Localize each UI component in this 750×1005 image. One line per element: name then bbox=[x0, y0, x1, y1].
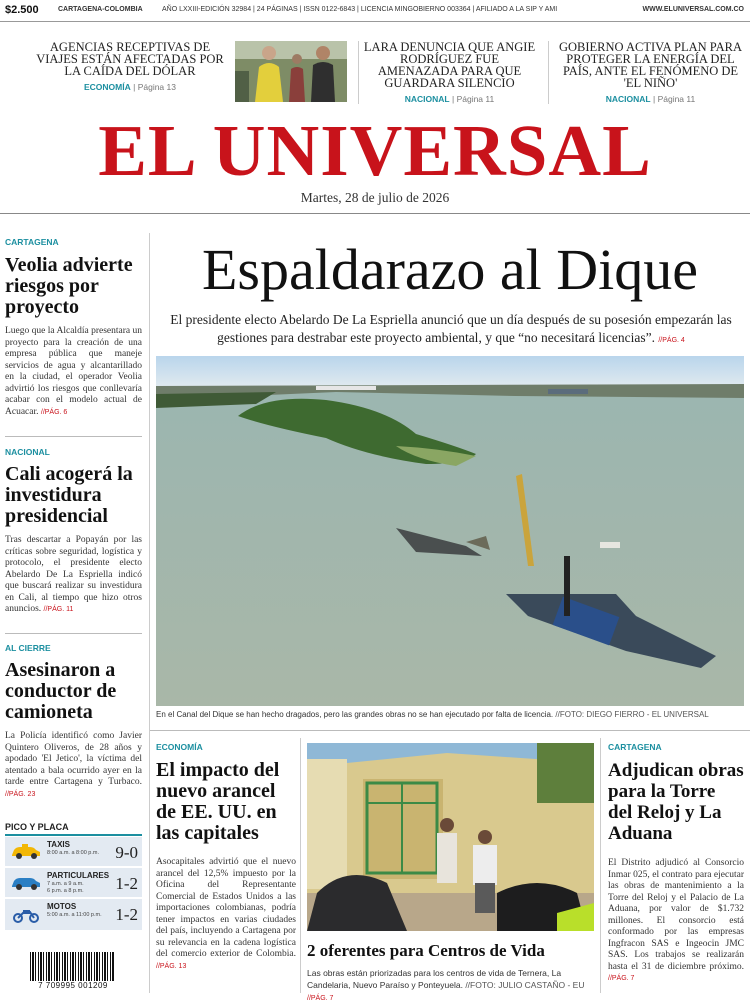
centros-body: Las obras están priorizadas para los centros de vida de Ternera, La Candelaria, Nuevo Paraíso y Ponteyuela. //FOTO: JULIO CASTAÑO - EU //PÁG. 7 bbox=[307, 968, 585, 1002]
teaser-gobierno[interactable] bbox=[548, 41, 746, 104]
section-label: CARTAGENA bbox=[5, 237, 59, 247]
story-veolia[interactable] bbox=[5, 237, 142, 418]
pico-placa-row-motos bbox=[5, 898, 142, 930]
price: $2.500 bbox=[5, 4, 39, 16]
row-hours: 5:00 a.m. a 11:00 p.m. bbox=[47, 912, 102, 918]
story-title: Adjudican obras para la Torre del Reloj y La Aduana bbox=[608, 760, 744, 844]
car-icon bbox=[10, 875, 42, 891]
divider bbox=[150, 730, 750, 731]
row-value: 9-0 bbox=[115, 843, 138, 862]
teaser-photo bbox=[235, 41, 347, 102]
city-label: CARTAGENA-COLOMBIA bbox=[58, 6, 143, 13]
row-label: MOTOS bbox=[47, 902, 77, 911]
top-bar bbox=[0, 0, 750, 22]
teaser-lara[interactable] bbox=[358, 41, 536, 104]
main-photo bbox=[156, 356, 744, 706]
teaser-title: GOBIERNO ACTIVA PLAN PARA PROTEGER LA ENERGÍA DEL PAÍS, ANTE EL FENÓMENO DE 'EL NIÑO' bbox=[558, 40, 743, 90]
website-link[interactable]: WWW.ELUNIVERSAL.COM.CO bbox=[642, 6, 744, 13]
story-title: Cali acogerá la investidura presidencial bbox=[5, 463, 133, 527]
section-label: NACIONAL bbox=[5, 447, 50, 457]
motorcycle-icon bbox=[12, 907, 40, 923]
centros-photo bbox=[307, 743, 594, 931]
row-label: PARTICULARES bbox=[47, 871, 110, 880]
pico-placa-row-particulares bbox=[5, 867, 142, 897]
section-label: ECONOMÍA bbox=[156, 742, 203, 752]
story-body: Tras descartar a Popayán por las críticas sobre seguridad, logística y protocolo, el presidente electo Abelardo De La Espriella indicó que buscará realizar su investidura en Cali, al tiempo que hizo otros anuncios. //PÁG. 11 bbox=[5, 535, 142, 614]
barcode-number: 7 709995 001209 bbox=[28, 981, 118, 990]
pico-placa-title: PICO Y PLACA bbox=[5, 822, 142, 836]
teaser-title: LARA DENUNCIA QUE ANGIE RODRÍGUEZ FUE AMENAZADA PARA QUE GUARDARA SILENCIO bbox=[363, 40, 536, 90]
main-deck: El presidente electo Abelardo De La Espriella anunció que un día después de su posesión empezarán las gestiones para destrabar este proyecto ambiental, y que “no necesitará licencias”. //PÁG. 4 bbox=[170, 312, 732, 345]
main-caption: En el Canal del Dique se han hecho dragados, pero las grandes obras no se han ejecutado por falta de licencia. //FOTO: DIEGO FIERRO - EL UNIVERSAL bbox=[156, 710, 709, 719]
divider bbox=[5, 436, 142, 437]
story-title: El impacto del nuevo arancel de EE. UU. en las capitales bbox=[156, 759, 280, 844]
newspaper-logo: EL UNIVERSAL bbox=[98, 110, 652, 191]
column-divider bbox=[300, 738, 301, 993]
row-hours: 7 a.m. a 9 a.m. 6 p.m. a 8 p.m. bbox=[47, 881, 84, 894]
story-body: La Policía identificó como Javier Quintero Oliveros, de 28 años y apodado 'El Jetico', la víctima del atentado a bala ocurrido ayer en la tarde entre Cartagena y Turbaco. //PÁG. 23 bbox=[5, 731, 142, 798]
story-body: Asocapitales advirtió que el nuevo arancel del 12,5% impuesto por la Oficina del Representante Comercial de Estados Unidos a las importaciones colombianas, podría tener impactos en varias ciudades del país, incluyendo a Cartagena por su relevancia en la cadena logística del comercio exterior de Colombia. //PÁG. 13 bbox=[156, 857, 296, 970]
teaser-section: NACIONAL | Página 11 bbox=[605, 94, 696, 104]
main-headline[interactable]: Espaldarazo al Dique bbox=[201, 237, 698, 302]
teaser-economia[interactable] bbox=[30, 41, 230, 92]
story-torre-reloj[interactable] bbox=[608, 742, 744, 985]
pico-placa-row-taxis bbox=[5, 836, 142, 866]
teaser-title: AGENCIAS RECEPTIVAS DE VIAJES ESTÁN AFECTADAS POR LA CAÍDA DEL DÓLAR bbox=[36, 40, 224, 78]
row-value: 1-2 bbox=[115, 874, 138, 893]
teaser-section: NACIONAL | Página 11 bbox=[404, 94, 495, 104]
divider bbox=[5, 633, 142, 634]
edition-info: AÑO LXXIII-EDICIÓN 32984 | 24 PÁGINAS | ISSN 0122-6843 | LICENCIA MINGOBIERNO 003364 | AFILIADO A LA SIP Y AMI bbox=[162, 6, 558, 13]
section-label: AL CIERRE bbox=[5, 643, 51, 653]
row-hours: 8:00 a.m. a 8:00 p.m. bbox=[47, 850, 99, 856]
masthead-divider bbox=[0, 213, 750, 214]
barcode bbox=[30, 952, 115, 982]
story-body: Luego que la Alcaldía presentara un proyecto para la creación de una empresa pública que maneje servicios de agua y alcantarillado en la ciudad, el operador Veolia advirtió los riesgos que conllevaría acabar con el modelo actual de Acuacar. //PÁG. 6 bbox=[5, 326, 142, 417]
taxi-icon bbox=[10, 844, 42, 860]
story-asesinato[interactable] bbox=[5, 643, 142, 800]
column-divider bbox=[149, 233, 150, 993]
story-title: Veolia advierte riesgos por proyecto bbox=[5, 254, 133, 318]
story-body: El Distrito adjudicó al Consorcio Inmar 025, el contrato para ejecutar las obras de mantenimiento a la Torre del Reloj y el Palacio de La Aduana, por valor de $1.732 millones. El consorcio está conformado por las empresas Ingfracon SAS e Ingeocin JMC SAS. Los trabajos se realizarán hasta el 31 de diciembre próximo. //PÁG. 7 bbox=[608, 858, 744, 982]
issue-date: Martes, 28 de julio de 2026 bbox=[300, 190, 450, 205]
row-value: 1-2 bbox=[115, 905, 138, 924]
story-arancel[interactable] bbox=[156, 742, 296, 972]
story-title: Asesinaron a conductor de camioneta bbox=[5, 659, 117, 723]
teaser-section: ECONOMÍA | Página 13 bbox=[84, 82, 176, 92]
row-label: TAXIS bbox=[47, 840, 70, 849]
column-divider bbox=[600, 738, 601, 993]
story-cali[interactable] bbox=[5, 447, 142, 616]
centros-title[interactable]: 2 oferentes para Centros de Vida bbox=[307, 941, 545, 960]
section-label: CARTAGENA bbox=[608, 742, 662, 752]
